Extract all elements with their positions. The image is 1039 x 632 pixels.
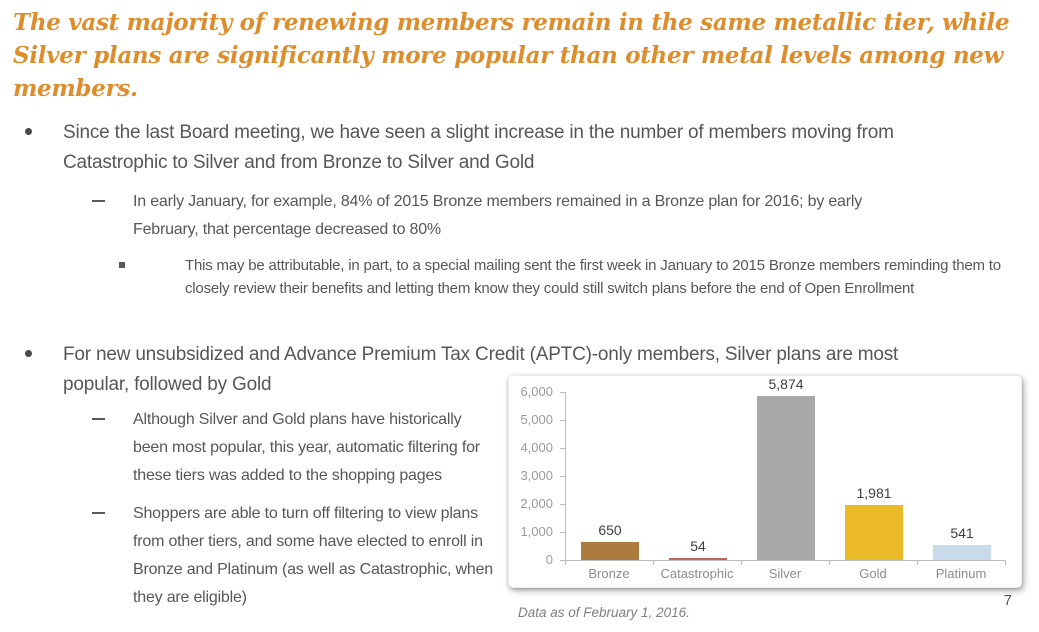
sub-bullet-text: Although Silver and Gold plans have historically been most popular, this year, automatic filtering for these tiers was added to the shopping pages — [133, 411, 480, 484]
bullet-square-icon — [119, 262, 125, 268]
sub-bullet-text: In early January, for example, 84% of 2015 Bronze members remained in a Bronze plan for 2016; by early February, that percentage decreased to 80% — [133, 193, 863, 238]
x-axis-tick-mark — [829, 561, 830, 565]
bar-platinum — [933, 524, 991, 560]
chart-plot-area — [565, 375, 1006, 561]
sub-bullet-text: Shoppers are able to turn off filtering to view plans from other tiers, and some have elected to enroll in Bronze and Platinum (as well as Catastrophic, when they are eligible) — [133, 505, 493, 606]
y-axis-tick-mark — [560, 532, 565, 533]
chart-category-axis — [565, 566, 1005, 581]
category-label-silver: Silver — [768, 566, 802, 581]
y-axis-tick-label: 5,000 — [520, 412, 553, 427]
bar-value-label: 5,874 — [768, 375, 804, 392]
bullet-dash-icon — [92, 200, 105, 202]
bar-gold — [845, 484, 903, 560]
x-axis-tick-mark — [565, 561, 566, 565]
bar-bronze — [581, 521, 639, 560]
bar-value-label: 1,981 — [856, 484, 892, 501]
bullet-text: Since the last Board meeting, we have seen a slight increase in the number of members moving from Catastrophic to Silver and from Bronze to Silver and Gold — [63, 122, 894, 173]
bullet-dot-icon — [25, 128, 32, 135]
data-as-of-note: Data as of February 1, 2016. — [518, 605, 690, 620]
bar-column — [830, 484, 918, 560]
bar-value-label: 54 — [690, 538, 706, 554]
y-axis-tick-mark — [560, 476, 565, 477]
y-axis-tick-label: 0 — [545, 552, 553, 567]
x-axis-tick-mark — [741, 561, 742, 565]
slide-title: The vast majority of renewing members remain in the same metallic tier, while Silver plans are significantly more popular than other metal levels among new members. — [13, 9, 1010, 102]
bar-catastrophic — [669, 538, 727, 560]
category-label-catastrophic: Catastrophic — [660, 566, 734, 581]
bar-value-label: 541 — [950, 524, 974, 541]
y-axis-tick-mark — [560, 420, 565, 421]
x-axis-tick-mark — [1005, 561, 1006, 565]
bar-silver — [757, 375, 815, 560]
bar-column — [918, 524, 1006, 560]
chart-bars — [566, 375, 1006, 560]
bullet-text: For new unsubsidized and Advance Premium Tax Credit (APTC)-only members, Silver plans are most popular, followed by Gold — [63, 344, 899, 395]
category-label-platinum: Platinum — [935, 566, 987, 581]
page-number: 7 — [1003, 592, 1012, 609]
y-axis-tick-label: 3,000 — [520, 468, 553, 483]
bar-column — [742, 375, 830, 560]
y-axis-tick-label: 6,000 — [520, 384, 553, 399]
y-axis-tick-mark — [560, 392, 565, 393]
x-axis-tick-mark — [653, 561, 654, 565]
bar-column — [654, 538, 742, 560]
y-axis-tick-mark — [560, 448, 565, 449]
x-axis-tick-mark — [917, 561, 918, 565]
bar-value-label: 650 — [598, 521, 622, 538]
bullet-dot-icon — [25, 350, 32, 357]
y-axis-tick-label: 1,000 — [520, 524, 553, 539]
category-label-gold: Gold — [859, 566, 887, 581]
bullet-dash-icon — [92, 512, 105, 514]
bullet-dash-icon — [92, 418, 105, 420]
enrollment-bar-chart — [508, 375, 1022, 588]
category-label-bronze: Bronze — [588, 566, 630, 581]
y-axis-tick-label: 2,000 — [520, 496, 553, 511]
bar-column — [566, 521, 654, 560]
y-axis-tick-mark — [560, 504, 565, 505]
sub-sub-bullet-text: This may be attributable, in part, to a special mailing sent the first week in January to 2015 Bronze members reminding them to closely review their benefits and letting them know they could still switch plans before the end of Open Enrollment — [185, 257, 1001, 297]
y-axis-tick-label: 4,000 — [520, 440, 553, 455]
